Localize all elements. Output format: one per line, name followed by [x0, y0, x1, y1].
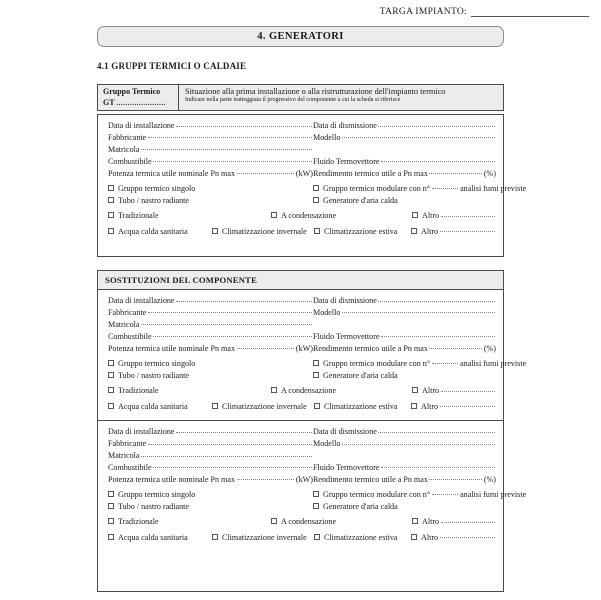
field-label: Fluido Termovettore [313, 331, 380, 341]
altro-dotted-input[interactable] [440, 231, 495, 232]
field-label: Fluido Termovettore [313, 462, 380, 472]
field-fluido-termovettore[interactable] [313, 158, 496, 166]
checkbox-climatizzazione-estiva[interactable] [314, 403, 411, 411]
field-dotted-input[interactable] [429, 348, 482, 349]
checkbox-icon[interactable] [108, 534, 114, 540]
gt-description-primary: Situazione alla prima installazione o alla ristrutturazione dell'impianto termico [185, 87, 446, 96]
checkbox-row [108, 503, 496, 511]
checkbox-label: Acqua calda sanitaria [118, 532, 188, 542]
field-label: Data di installazione [108, 296, 175, 305]
field-label: Rendimento termico utile a Pn max [313, 343, 428, 353]
checkbox-icon[interactable] [108, 185, 114, 191]
field-dotted-input[interactable] [381, 467, 495, 468]
field-unit: (kW) [295, 168, 313, 178]
field-label: Data di dismissione [313, 427, 377, 437]
field-dotted-input[interactable] [141, 324, 312, 325]
checkbox-group [98, 183, 527, 236]
altro-dotted-input[interactable] [441, 216, 495, 217]
checkbox-a-condensazione[interactable] [271, 518, 412, 526]
checkbox-icon[interactable] [412, 518, 418, 524]
checkbox-label: Gruppo termico modulare con n° [323, 358, 431, 368]
checkbox-label: Climatizzazione estiva [324, 401, 398, 411]
field-row [108, 170, 496, 178]
checkbox-label-suffix: analisi fumi previste [460, 358, 527, 368]
field-group [98, 297, 503, 353]
field-potenza-termica[interactable] [108, 476, 313, 484]
checkbox-label: Generatore d'aria calda [323, 370, 398, 380]
field-fluido-termovettore[interactable] [313, 333, 496, 341]
checkbox-label: A condensazione [281, 211, 337, 221]
field-label: Modello [313, 132, 341, 142]
field-rendimento-termico[interactable] [313, 345, 496, 353]
checkbox-generatore-aria-calda[interactable] [313, 503, 496, 511]
checkbox-icon[interactable] [108, 212, 114, 218]
field-row [108, 158, 496, 166]
field-label: Data di installazione [108, 121, 175, 130]
field-row [108, 134, 496, 142]
field-group [98, 122, 503, 178]
field-label: Combustibile [108, 156, 152, 166]
field-unit: (%) [483, 343, 496, 353]
data-block [98, 290, 527, 420]
checkbox-icon[interactable] [412, 387, 418, 393]
checkbox-row [108, 518, 496, 526]
field-dotted-input[interactable] [429, 173, 482, 174]
checkbox-icon[interactable] [313, 491, 319, 497]
checkbox-acqua-calda-sanitaria[interactable] [108, 228, 212, 236]
checkbox-row [108, 183, 527, 193]
checkbox-label: Generatore d'aria calda [323, 195, 398, 205]
field-fabbricante[interactable] [108, 134, 313, 142]
field-unit: (kW) [295, 474, 313, 484]
field-combustibile[interactable] [108, 333, 313, 341]
checkbox-climatizzazione-estiva[interactable] [314, 534, 411, 542]
checkbox-icon[interactable] [108, 403, 114, 409]
field-label: Rendimento termico utile a Pn max [313, 474, 428, 484]
checkbox-icon[interactable] [314, 228, 320, 234]
checkbox-altro-servizio[interactable] [411, 228, 496, 236]
field-label: Combustibile [108, 462, 152, 472]
checkbox-gruppo-termico-singolo[interactable] [108, 185, 313, 193]
field-modello[interactable] [313, 134, 496, 142]
checkbox-label-suffix: analisi fumi previste [460, 183, 527, 193]
checkbox-label: A condensazione [281, 517, 337, 527]
modulare-count-input[interactable] [432, 188, 458, 189]
field-label: Modello [313, 439, 341, 449]
field-dotted-input[interactable] [148, 444, 312, 445]
field-combustibile[interactable] [108, 158, 313, 166]
checkbox-tradizionale[interactable] [108, 518, 271, 526]
field-data-installazione[interactable] [108, 428, 313, 436]
first-installation-box [97, 114, 527, 257]
field-dotted-input[interactable] [153, 336, 311, 337]
checkbox-tradizionale[interactable] [108, 212, 271, 220]
gruppo-termico-code-dots[interactable]: ...................... [116, 98, 166, 107]
checkbox-label: Acqua calda sanitaria [118, 226, 188, 236]
checkbox-label: Tradizionale [118, 517, 159, 527]
checkbox-label: Tradizionale [118, 386, 159, 396]
checkbox-label: Altro [422, 517, 440, 527]
field-data-dismissione[interactable] [313, 122, 496, 130]
field-data-installazione[interactable] [108, 122, 313, 130]
field-label: Potenza termica utile nominale Pn max [108, 168, 235, 178]
field-dotted-input[interactable] [381, 336, 495, 337]
altro-dotted-input[interactable] [440, 537, 495, 538]
checkbox-row [108, 358, 527, 368]
checkbox-icon[interactable] [411, 403, 417, 409]
checkbox-climatizzazione-invernale[interactable] [212, 403, 314, 411]
checkbox-label: Gruppo termico modulare con n° [323, 490, 431, 500]
field-dotted-input[interactable] [381, 161, 495, 162]
field-label: Fabbricante [108, 132, 147, 142]
checkbox-label: Generatore d'aria calda [323, 501, 398, 511]
checkbox-tubo-nastro-radiante[interactable] [108, 197, 313, 205]
field-row [108, 345, 496, 353]
targa-impianto-blank-line[interactable] [471, 7, 589, 17]
checkbox-acqua-calda-sanitaria[interactable] [108, 534, 212, 542]
field-data-installazione[interactable] [108, 297, 313, 305]
checkbox-icon[interactable] [313, 185, 319, 191]
sostituzioni-header [98, 271, 503, 290]
checkbox-altro-tipologia[interactable] [412, 518, 496, 526]
checkbox-label-suffix: analisi fumi previste [460, 490, 527, 500]
checkbox-acqua-calda-sanitaria[interactable] [108, 403, 212, 411]
field-unit: (%) [483, 168, 496, 178]
checkbox-label: Altro [421, 226, 439, 236]
checkbox-label: Tradizionale [118, 211, 159, 221]
checkbox-icon[interactable] [212, 228, 218, 234]
field-dotted-input[interactable] [176, 432, 311, 433]
subsection-heading: 4.1 GRUPPI TERMICI O CALDAIE [97, 61, 247, 71]
field-dotted-input[interactable] [237, 173, 295, 174]
field-dotted-input[interactable] [378, 126, 494, 127]
checkbox-gruppo-termico-singolo[interactable] [108, 491, 313, 499]
checkbox-row [108, 387, 496, 395]
targa-impianto-label: TARGA IMPIANTO: [379, 7, 467, 17]
field-modello[interactable] [313, 440, 496, 448]
checkbox-row [108, 197, 496, 205]
field-label: Data di installazione [108, 427, 175, 437]
checkbox-label: Altro [422, 386, 440, 396]
checkbox-label: Gruppo termico modulare con n° [323, 183, 431, 193]
field-rendimento-termico[interactable] [313, 476, 496, 484]
section-banner [97, 26, 504, 47]
field-dotted-input[interactable] [148, 137, 312, 138]
checkbox-row [108, 228, 496, 236]
checkbox-icon[interactable] [313, 372, 319, 378]
gruppo-termico-description-cell [179, 85, 503, 110]
field-modello[interactable] [313, 309, 496, 317]
field-label: Matricola [108, 451, 140, 461]
checkbox-icon[interactable] [108, 503, 114, 509]
field-row [108, 452, 496, 460]
checkbox-climatizzazione-estiva[interactable] [314, 228, 411, 236]
gruppo-termico-header-table [97, 84, 504, 111]
checkbox-icon[interactable] [108, 387, 114, 393]
checkbox-climatizzazione-invernale[interactable] [212, 228, 314, 236]
data-block [98, 420, 527, 551]
checkbox-a-condensazione[interactable] [271, 387, 412, 395]
sostituzioni-box [97, 270, 527, 592]
field-dotted-input[interactable] [378, 301, 494, 302]
field-dotted-input[interactable] [237, 479, 295, 480]
field-unit: (kW) [295, 343, 313, 353]
section-banner-title: 4. GENERATORI [257, 31, 344, 42]
checkbox-row [108, 372, 496, 380]
field-potenza-termica[interactable] [108, 170, 313, 178]
field-dotted-input[interactable] [141, 149, 312, 150]
altro-dotted-input[interactable] [440, 406, 495, 407]
field-label: Combustibile [108, 331, 152, 341]
checkbox-icon[interactable] [412, 212, 418, 218]
checkbox-tubo-nastro-radiante[interactable] [108, 372, 313, 380]
field-data-dismissione[interactable] [313, 428, 496, 436]
field-label: Fluido Termovettore [313, 156, 380, 166]
checkbox-gruppo-termico-singolo[interactable] [108, 360, 313, 368]
checkbox-label: Climatizzazione estiva [324, 532, 398, 542]
checkbox-label: Altro [421, 401, 439, 411]
checkbox-icon[interactable] [108, 228, 114, 234]
field-dotted-input[interactable] [153, 161, 311, 162]
gruppo-termico-code: GT [103, 97, 115, 107]
field-label: Modello [313, 307, 341, 317]
field-dotted-input[interactable] [342, 312, 495, 313]
field-matricola[interactable] [108, 321, 313, 329]
field-label: Potenza termica utile nominale Pn max [108, 343, 235, 353]
field-combustibile[interactable] [108, 464, 313, 472]
field-group [98, 428, 503, 484]
field-label: Matricola [108, 144, 140, 154]
checkbox-label: Gruppo termico singolo [118, 358, 196, 368]
field-row [108, 476, 496, 484]
field-label: Fabbricante [108, 439, 147, 449]
gruppo-termico-label-cell [98, 85, 179, 110]
gt-description-secondary: Indicare nella parte tratteggiata il progressivo del componente a cui la scheda si riferisce [185, 97, 401, 104]
field-label: Potenza termica utile nominale Pn max [108, 474, 235, 484]
field-matricola[interactable] [108, 452, 313, 460]
field-dotted-input[interactable] [148, 312, 312, 313]
field-dotted-input[interactable] [342, 444, 495, 445]
checkbox-altro-tipologia[interactable] [412, 212, 496, 220]
field-unit: (%) [483, 474, 496, 484]
checkbox-generatore-aria-calda[interactable] [313, 372, 496, 380]
checkbox-altro-tipologia[interactable] [412, 387, 496, 395]
field-row [108, 146, 496, 154]
field-row [108, 309, 496, 317]
checkbox-row [108, 403, 496, 411]
checkbox-label: Altro [421, 532, 439, 542]
field-row [108, 333, 496, 341]
checkbox-icon[interactable] [108, 372, 114, 378]
targa-impianto-row [380, 7, 589, 17]
checkbox-row [108, 490, 527, 500]
modulare-count-input[interactable] [432, 494, 458, 495]
modulare-count-input[interactable] [432, 363, 458, 364]
checkbox-icon[interactable] [314, 534, 320, 540]
checkbox-row [108, 534, 496, 542]
checkbox-gruppo-termico-modulare[interactable] [313, 185, 526, 193]
field-fabbricante[interactable] [108, 440, 313, 448]
field-dotted-input[interactable] [342, 137, 495, 138]
altro-dotted-input[interactable] [441, 522, 495, 523]
checkbox-icon[interactable] [108, 360, 114, 366]
field-label: Rendimento termico utile a Pn max [313, 168, 428, 178]
checkbox-gruppo-termico-modulare[interactable] [313, 360, 526, 368]
field-matricola[interactable] [108, 146, 313, 154]
checkbox-label: A condensazione [281, 386, 337, 396]
field-dotted-input[interactable] [378, 432, 494, 433]
field-row [108, 297, 496, 305]
data-block [98, 115, 527, 245]
checkbox-altro-servizio[interactable] [411, 534, 496, 542]
field-row [108, 122, 496, 130]
checkbox-icon[interactable] [108, 518, 114, 524]
checkbox-label: Tubo / nastro radiante [118, 370, 189, 380]
checkbox-icon[interactable] [212, 534, 218, 540]
field-label: Data di dismissione [313, 121, 377, 130]
checkbox-label: Climatizzazione invernale [222, 532, 307, 542]
field-data-dismissione[interactable] [313, 297, 496, 305]
checkbox-label: Tubo / nastro radiante [118, 501, 189, 511]
gruppo-termico-title: Gruppo Termico [103, 87, 161, 96]
checkbox-icon[interactable] [313, 503, 319, 509]
field-dotted-input[interactable] [176, 126, 311, 127]
checkbox-icon[interactable] [271, 518, 277, 524]
checkbox-label: Climatizzazione invernale [222, 401, 307, 411]
checkbox-label: Altro [422, 211, 440, 221]
field-dotted-input[interactable] [237, 348, 295, 349]
field-label: Fabbricante [108, 307, 147, 317]
field-rendimento-termico[interactable] [313, 170, 496, 178]
checkbox-icon[interactable] [271, 212, 277, 218]
checkbox-generatore-aria-calda[interactable] [313, 197, 496, 205]
altro-dotted-input[interactable] [441, 391, 495, 392]
checkbox-icon[interactable] [313, 360, 319, 366]
checkbox-icon[interactable] [108, 197, 114, 203]
checkbox-icon[interactable] [314, 403, 320, 409]
field-label: Data di dismissione [313, 296, 377, 305]
checkbox-icon[interactable] [411, 534, 417, 540]
checkbox-icon[interactable] [411, 228, 417, 234]
field-dotted-input[interactable] [141, 456, 312, 457]
checkbox-icon[interactable] [271, 387, 277, 393]
checkbox-label: Acqua calda sanitaria [118, 401, 188, 411]
checkbox-tradizionale[interactable] [108, 387, 271, 395]
field-dotted-input[interactable] [176, 301, 311, 302]
field-row [108, 440, 496, 448]
checkbox-a-condensazione[interactable] [271, 212, 412, 220]
checkbox-tubo-nastro-radiante[interactable] [108, 503, 313, 511]
checkbox-group [98, 490, 527, 542]
checkbox-label: Gruppo termico singolo [118, 490, 196, 500]
field-label: Matricola [108, 319, 140, 329]
field-dotted-input[interactable] [153, 467, 311, 468]
checkbox-icon[interactable] [313, 197, 319, 203]
field-fabbricante[interactable] [108, 309, 313, 317]
field-row [108, 464, 496, 472]
checkbox-label: Tubo / nastro radiante [118, 195, 189, 205]
checkbox-altro-servizio[interactable] [411, 403, 496, 411]
checkbox-icon[interactable] [108, 491, 114, 497]
checkbox-icon[interactable] [212, 403, 218, 409]
field-potenza-termica[interactable] [108, 345, 313, 353]
checkbox-label: Climatizzazione invernale [222, 226, 307, 236]
field-row [108, 321, 496, 329]
checkbox-climatizzazione-invernale[interactable] [212, 534, 314, 542]
checkbox-group [98, 358, 527, 411]
checkbox-label: Gruppo termico singolo [118, 183, 196, 193]
field-fluido-termovettore[interactable] [313, 464, 496, 472]
checkbox-gruppo-termico-modulare[interactable] [313, 491, 526, 499]
checkbox-label: Climatizzazione estiva [324, 226, 398, 236]
field-row [108, 428, 496, 436]
checkbox-row [108, 212, 496, 220]
field-dotted-input[interactable] [429, 479, 482, 480]
sostituzioni-title: SOSTITUZIONI DEL COMPONENTE [105, 275, 258, 285]
